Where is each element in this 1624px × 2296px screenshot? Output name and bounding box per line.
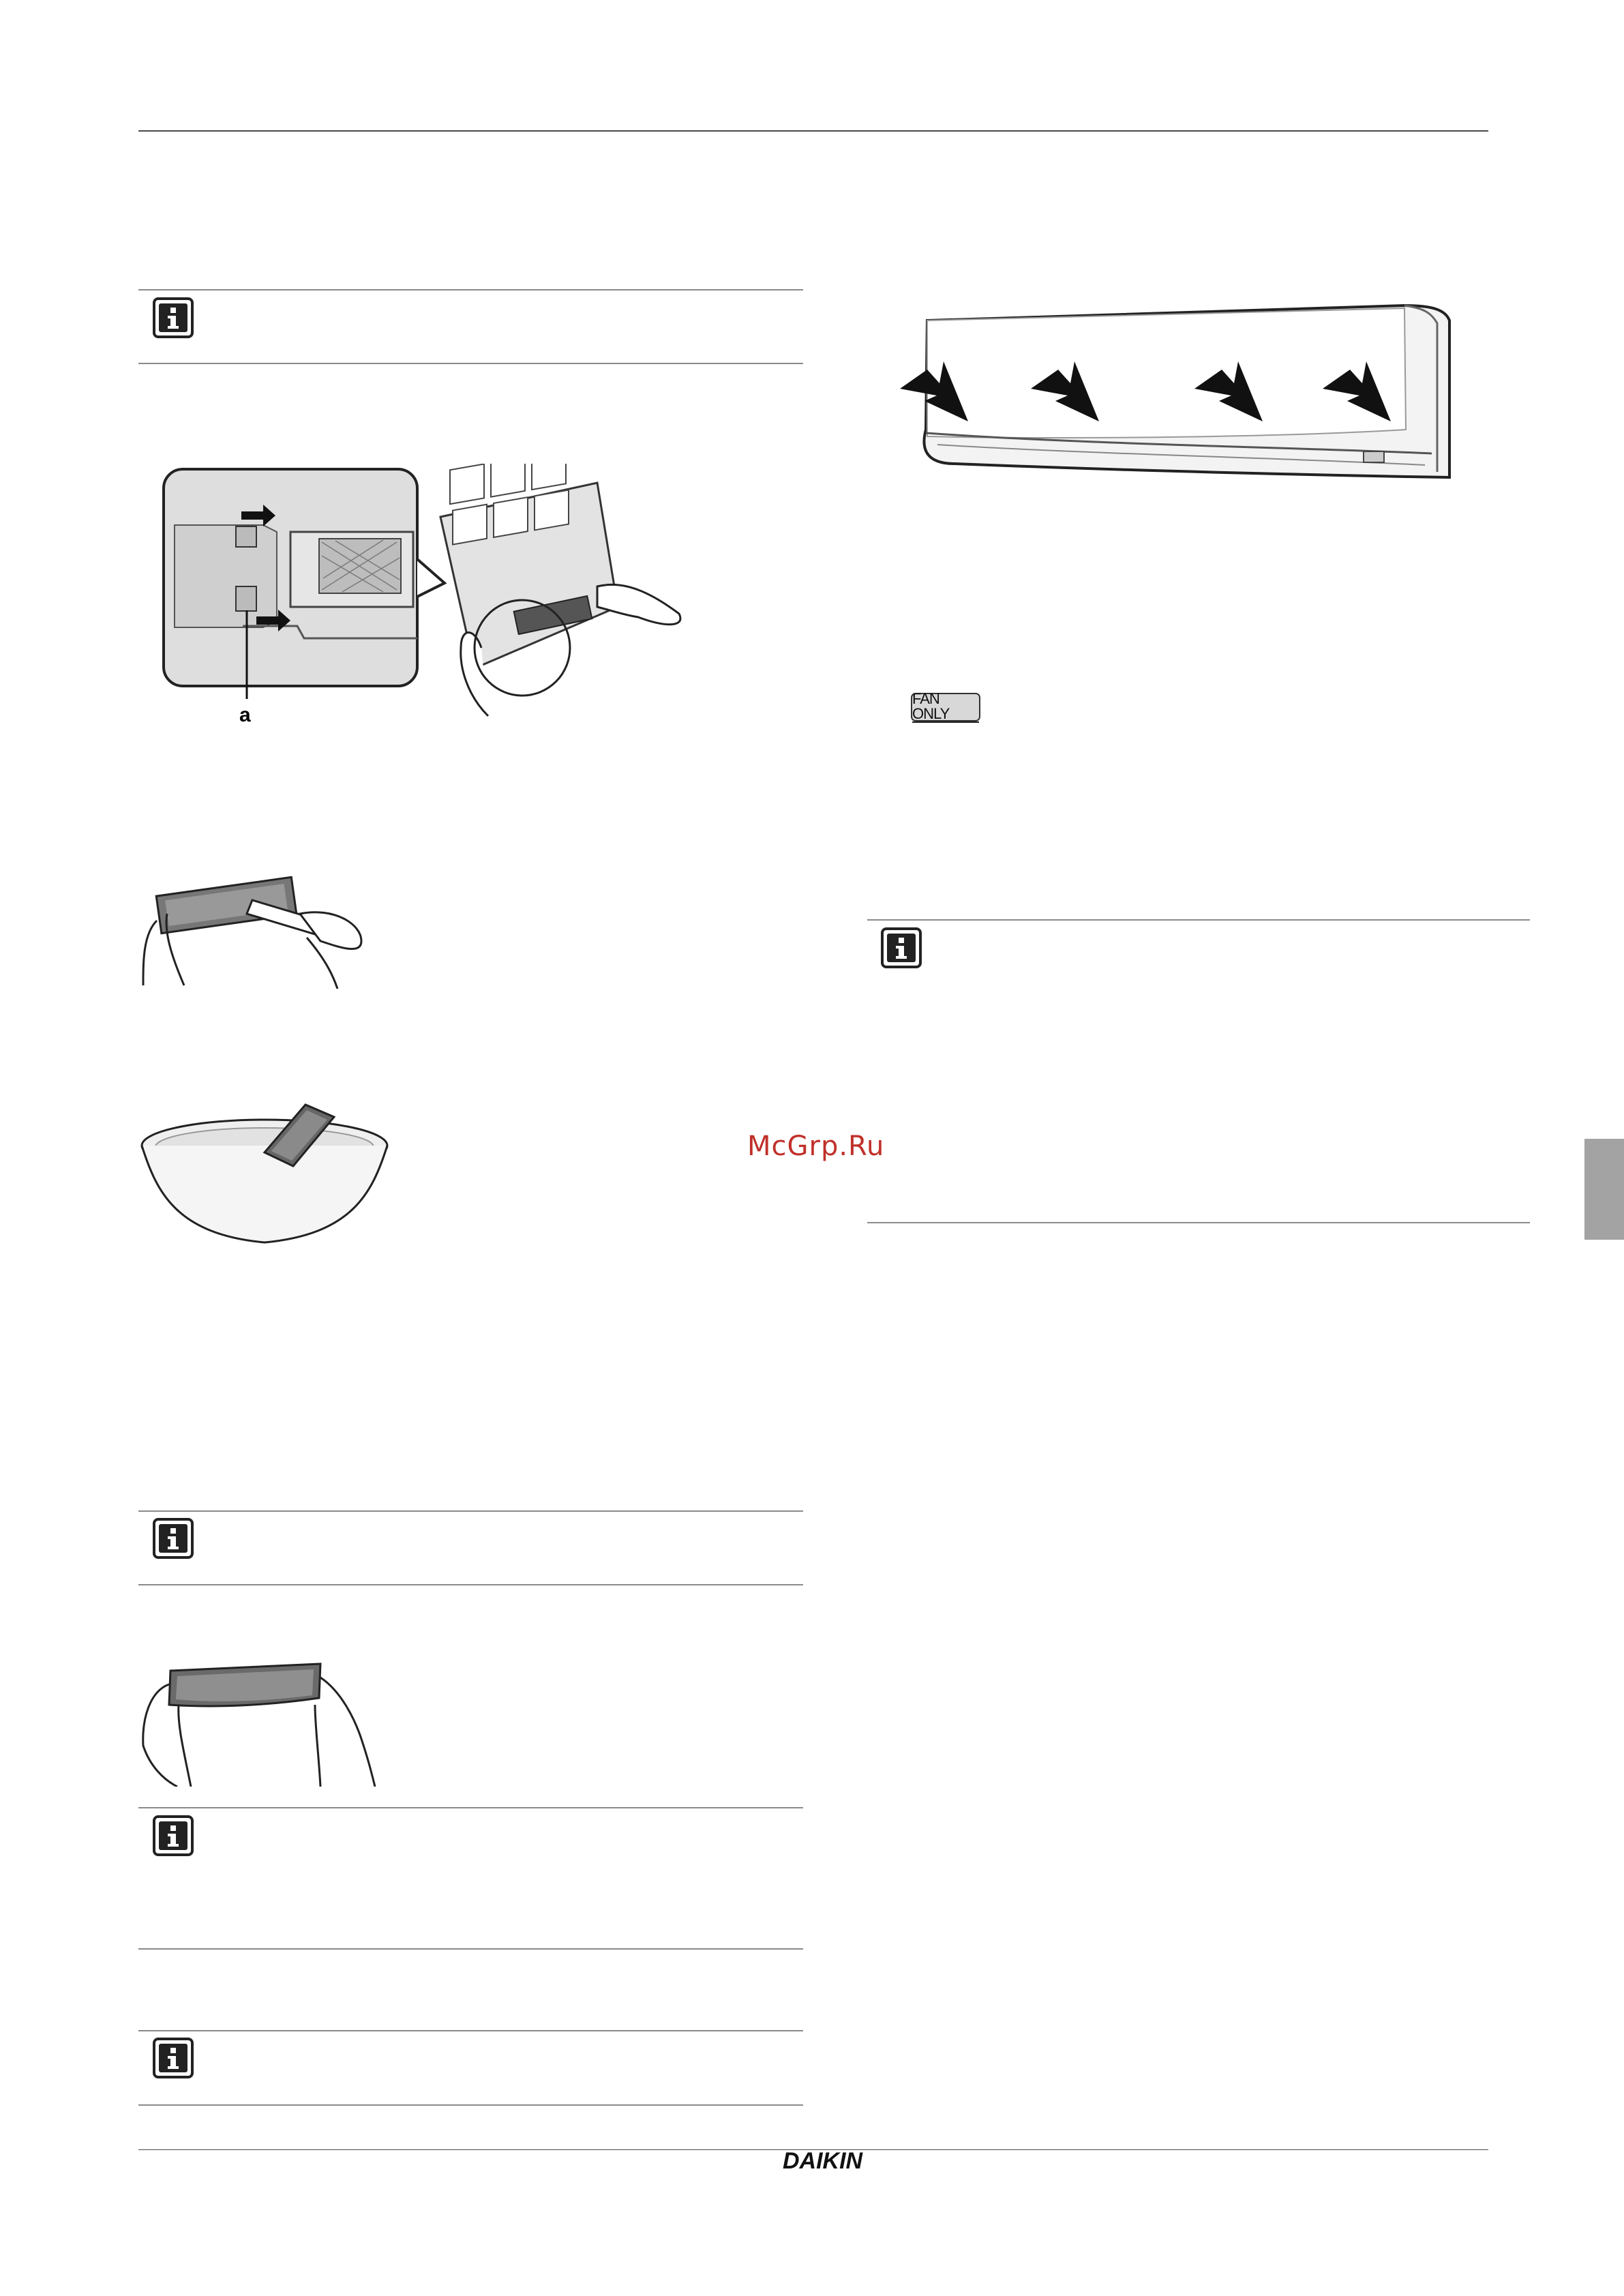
figure-label-a: a xyxy=(239,704,251,726)
info-box-top-rule xyxy=(138,2030,803,2031)
fan-only-button[interactable]: FAN ONLY xyxy=(911,693,980,721)
info-box-top-rule xyxy=(867,919,1530,921)
info-box-top-rule xyxy=(138,1510,803,1512)
info-box-bottom-rule xyxy=(867,1222,1530,1223)
info-icon xyxy=(153,2038,194,2078)
info-icon xyxy=(153,1518,194,1559)
filter-removal-figure xyxy=(161,464,761,730)
info-box-bottom-rule xyxy=(138,1948,803,1950)
filter-dry-figure xyxy=(136,1657,382,1787)
info-box-top-rule xyxy=(138,1807,803,1808)
indoor-unit-figure xyxy=(886,293,1459,484)
info-icon xyxy=(153,297,194,338)
info-box-bottom-rule xyxy=(138,1584,803,1585)
svg-text:DAIKIN: DAIKIN xyxy=(783,2148,863,2174)
info-box-bottom-rule xyxy=(138,363,803,364)
info-box-top-rule xyxy=(138,289,803,290)
info-icon xyxy=(153,1815,194,1856)
daikin-logo xyxy=(783,2148,892,2175)
section-tab xyxy=(1584,1139,1624,1240)
info-icon xyxy=(881,927,922,968)
filter-wash-figure xyxy=(136,1091,395,1248)
watermark: McGrp.Ru xyxy=(747,1131,885,1162)
header-rule xyxy=(138,130,1488,132)
filter-vacuum-figure xyxy=(136,859,409,989)
info-box-bottom-rule xyxy=(138,2104,803,2106)
